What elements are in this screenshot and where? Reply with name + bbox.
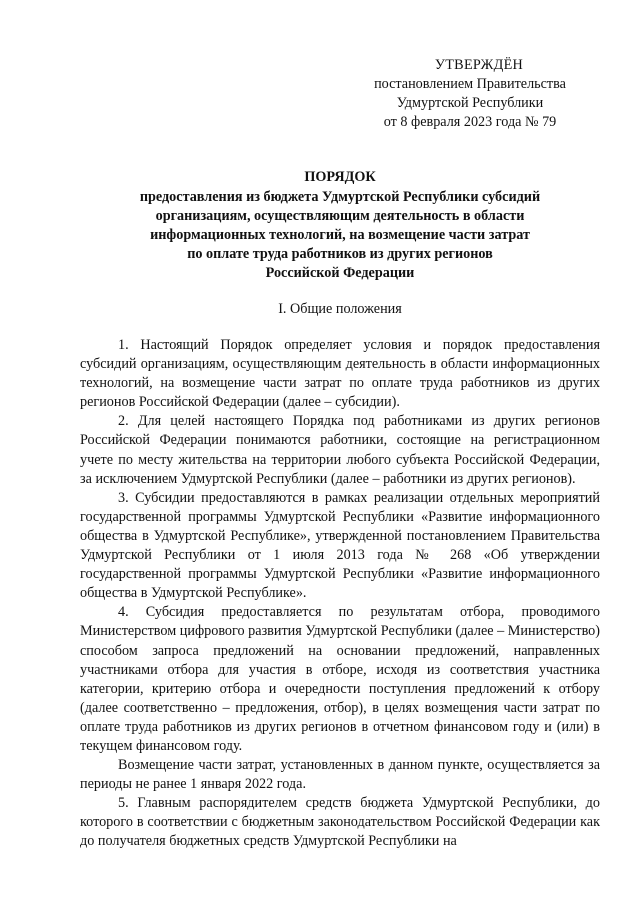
approval-heading: УТВЕРЖДЁН <box>434 57 524 73</box>
title-line: организациям, осуществляющим деятельность в области <box>155 208 525 224</box>
title-line: предоставления из бюджета Удмуртской Республики субсидий <box>139 189 541 205</box>
paragraph: 2. Для целей настоящего Порядка под работниками из других регионов Российской Федерации понимаются работники, состоящие на регистрационном учете по месту жительства на территории любого субъекта Российской Федерации, за исключением Удмуртской Республики (далее – работники из других регионов). <box>80 413 600 487</box>
paragraph: 1. Настоящий Порядок определяет условия и порядок предоставления субсидий организациям, осуществляющим деятельность в области информационных технологий, на возмещение части затрат по оплате труда работников из других регионов Российской Федерации (далее – субсидии). <box>80 337 600 411</box>
section-heading: I. Общие положения <box>278 301 402 317</box>
paragraph: 4. Субсидия предоставляется по результатам отбора, проводимого Министерством цифрового развития Удмуртской Республики (далее – Министерство) способом запроса предложений на основании предложений, направленных участниками отбора для участия в отборе, исходя из соответствия участника категории, критерию отбора и очередности поступления предложений к отбору (далее соответственно – предложения, отбор), в целях возмещения части затрат по оплате труда работников из других регионов в отчетном финансовом году и (или) в текущем финансовом году. <box>80 604 600 754</box>
paragraph: 5. Главным распорядителем средств бюджета Удмуртской Республики, до которого в соответствии с бюджетным законодательством Российской Федерации как до получателя бюджетных средств Удмуртской Республики на <box>80 795 600 850</box>
paragraph: Возмещение части затрат, установленных в данном пункте, осуществляется за периоды не ранее 1 января 2022 года. <box>80 757 600 793</box>
approval-line: постановлением Правительства <box>374 76 566 92</box>
approval-line: от 8 февраля 2023 года № 79 <box>383 114 557 130</box>
title-line: Российской Федерации <box>265 265 415 281</box>
title-line: информационных технологий, на возмещение части затрат <box>150 227 530 243</box>
document-title <box>80 168 600 283</box>
paragraph: 3. Субсидии предоставляются в рамках реализации отдельных мероприятий государственной программы Удмуртской Республики «Развитие информационного общества в Удмуртской Республике», утвержденной постановлением Правительства Удмуртской Республики от 1 июля 2013 года № 268 «Об утверждении государственной программы Удмуртской Республики «Развитие информационного общества в Удмуртской Республике». <box>80 489 600 602</box>
title-line: по оплате труда работников из других регионов <box>187 246 493 262</box>
title-main: ПОРЯДОК <box>304 169 376 185</box>
approval-line: Удмуртской Республики <box>396 95 544 111</box>
document-body <box>80 336 600 852</box>
approval-stamp-block <box>360 56 580 132</box>
